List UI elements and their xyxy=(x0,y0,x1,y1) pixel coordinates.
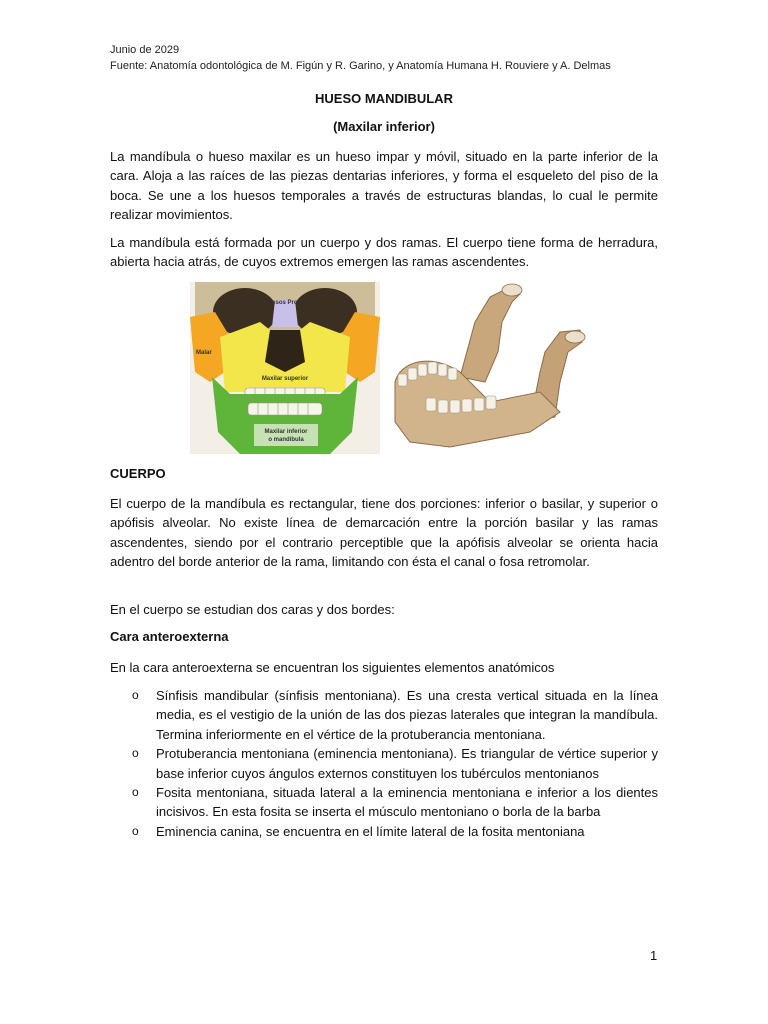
list-item-text: Sínfisis mandibular (sínfisis mentoniana). Es una cresta vertical situada en la línea media, es el vestigio de la unión de las dos piezas laterales que integran la mandíbula. Termina inferiormente en el vértice de la protuberancia mentoniana. xyxy=(156,688,658,742)
list-item-text: Protuberancia mentoniana (eminencia mentoniana). Es triangular de vértice superior y base inferior cuyos ángulos externos constituyen los tubérculos mentonianos xyxy=(156,746,658,781)
page-number: 1 xyxy=(650,948,658,963)
list-item xyxy=(110,744,658,783)
label-huesos-propios: Huesos Propios xyxy=(264,300,310,306)
page-header xyxy=(110,42,611,74)
subheading-cara-anteroexterna: Cara anteroexterna xyxy=(110,629,229,644)
cuerpo-paragraph-3: En la cara anteroexterna se encuentran los siguientes elementos anatómicos xyxy=(110,660,555,675)
label-maxilar-superior: Maxilar superior xyxy=(261,376,309,382)
bullet-marker: o xyxy=(132,823,139,838)
header-source: Fuente: Anatomía odontológica de M. Figún y R. Garino, y Anatomía Humana H. Rouviere y A. Delmas xyxy=(110,60,611,72)
list-item xyxy=(110,686,658,744)
mandible-lateral-figure xyxy=(390,282,590,454)
label-maxilar-inferior: Maxilar inferior xyxy=(264,429,308,435)
bullet-marker: o xyxy=(132,688,139,702)
list-item xyxy=(110,822,658,841)
left-condyle xyxy=(502,284,522,296)
skull-frontal-figure xyxy=(190,282,380,454)
document-title: HUESO MANDIBULAR xyxy=(315,91,453,106)
label-malar: Malar xyxy=(196,350,212,356)
label-o-mandibula: o mandíbula xyxy=(268,437,304,443)
list-item-text: Fosita mentoniana, situada lateral a la eminencia mentoniana e inferior a los dientes incisivos. En esta fosita se inserta el músculo mentoniano o borla de la barba xyxy=(156,785,658,820)
anatomical-elements-list xyxy=(110,686,658,841)
cuerpo-paragraph-2: En el cuerpo se estudian dos caras y dos bordes: xyxy=(110,602,395,617)
list-item-text: Eminencia canina, se encuentra en el límite lateral de la fosita mentoniana xyxy=(156,823,585,839)
intro-paragraph-2: La mandíbula está formada por un cuerpo y dos ramas. El cuerpo tiene forma de herradura, abierta hacia atrás, de cuyos extremos emergen las ramas ascendentes. xyxy=(110,235,658,270)
section-heading-cuerpo: CUERPO xyxy=(110,466,166,481)
document-subtitle: (Maxilar inferior) xyxy=(333,119,435,134)
cuerpo-paragraph-1: El cuerpo de la mandíbula es rectangular, tiene dos porciones: inferior o basilar, y superior o apófisis alveolar. No existe línea de demarcación entre la porción basilar y las ramas ascendentes, siendo por el contrario perceptible que la apófisis alveolar se orienta hacia adentro del borde anterior de la rama, limitando con ésta el canal o fosa retromolar. xyxy=(110,496,658,570)
header-date: Junio de 2029 xyxy=(110,44,180,56)
intro-paragraph-1: La mandíbula o hueso maxilar es un hueso impar y móvil, situado en la parte inferior de la cara. Aloja a las raíces de las piezas dentarias inferiores, y forma el esqueleto del piso de la boca. Se une a los huesos temporales a través de estructuras blandas, lo cual le permite realizar movimientos. xyxy=(110,149,658,223)
right-condyle xyxy=(565,331,585,343)
bullet-marker: o xyxy=(132,785,139,800)
list-item xyxy=(110,783,658,822)
lower-teeth xyxy=(248,403,322,415)
bullet-marker: o xyxy=(132,746,139,761)
